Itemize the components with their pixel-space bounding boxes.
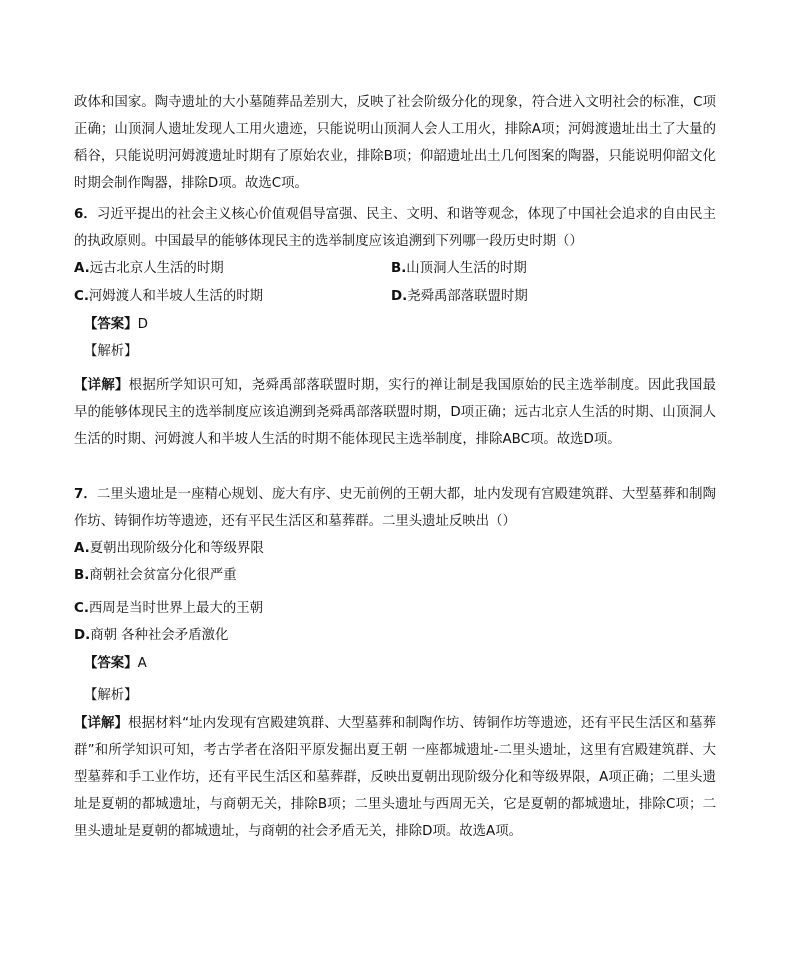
q7-option-b (74, 562, 237, 589)
q7-detail-text: 根据材料“址内发现有宫殿建筑群、大型墓葬和制陶作坊、铸铜作坊等遗迹，还有平民生活区和墓葬群”和所学知识可知，考古学者在洛阳平原发掘出夏王朝 一座都城遗址-二里头遗址，这里有宫殿建筑群、大型墓葬和手工业作坊，还有平民生活区和墓葬群，反映出夏朝出现阶级分化和等级界限，A项正确；二里头遗址是夏朝的都城遗址，与商朝无关，排除B项；二里头遗址与西周无关，它是夏朝的都城遗址，排除C项；二里头遗址是夏朝的都城遗址，与商朝的社会矛盾无关，排除D项。故选A项。 (74, 716, 717, 839)
q6-option-a-text: 远古北京人生活的时期 (89, 261, 224, 276)
q7-answer-tag: 【答案】 (84, 656, 138, 671)
q7-option-c (74, 595, 263, 622)
q6-answer-value: D (137, 317, 148, 332)
q7-stem-text: 二里头遗址是一座精心规划、庞大有序、史无前例的王朝大都，址内发现有宫殿建筑群、大型墓葬和制陶作坊、铸铜作坊等遗迹，还有平民生活区和墓葬群。二里头遗址反映出（） (74, 487, 716, 529)
q6-option-a-label: A. (74, 261, 90, 276)
q7-detail (74, 710, 716, 845)
q6-option-d (391, 283, 528, 310)
q7-detail-tag: 【详解】 (74, 716, 129, 731)
q6-option-c-label: C. (74, 289, 89, 304)
q6-option-b-label: B. (391, 261, 407, 276)
q6-option-d-label: D. (391, 289, 408, 304)
q6-answer-tag: 【答案】 (84, 317, 138, 332)
q7-option-a (74, 535, 264, 562)
q7-option-b-label: B. (74, 568, 90, 583)
q7-option-a-label: A. (74, 541, 90, 556)
q7-analysis-tag: 【解析】 (84, 688, 138, 703)
q6-detail-tag: 【详解】 (74, 378, 129, 393)
q7-option-c-text: 西周是当时世界上最大的王朝 (88, 601, 263, 616)
q6-detail (74, 372, 716, 453)
q7-option-b-text: 商朝社会贫富分化很严重 (89, 568, 237, 583)
q6-option-b (391, 255, 527, 282)
q7-number: 7． (74, 487, 97, 502)
q7-option-d (74, 622, 228, 649)
q6-answer (84, 311, 148, 338)
q7-answer-value: A (137, 656, 147, 671)
q7-option-d-label: D. (74, 628, 91, 643)
q7-option-a-text: 夏朝出现阶级分化和等级界限 (89, 541, 264, 556)
q6-analysis-tag: 【解析】 (84, 344, 138, 359)
q7-answer (84, 650, 147, 677)
q6-option-d-text: 尧舜禹部落联盟时期 (407, 289, 528, 304)
q6-option-a (74, 255, 224, 282)
q6-option-b-text: 山顶洞人生活的时期 (406, 261, 527, 276)
q6-option-c-text: 河姆渡人和半坡人生活的时期 (88, 289, 263, 304)
q6-stem (74, 201, 716, 255)
q6-number: 6． (74, 207, 97, 222)
q6-detail-text: 根据所学知识可知，尧舜禹部落联盟时期，实行的禅让制是我国原始的民主选举制度。因此我国最早的能够体现民主的选举制度应该追溯到尧舜禹部落联盟时期，D项正确；远古北京人生活的时期、山顶洞人生活的时期、河姆渡人和半坡人生活的时期不能体现民主选举制度，排除ABC项。故选D项。 (74, 378, 717, 447)
q6-stem-text: 习近平提出的社会主义核心价值观倡导富强、民主、文明、和谐等观念，体现了中国社会追求的自由民主的执政原则。中国最早的能够体现民主的选举制度应该追溯到下列哪一段历史时期（） (74, 207, 716, 249)
intro-paragraph: 政体和国家。陶寺遗址的大小墓随葬品差别大，反映了社会阶级分化的现象，符合进入文明社会的标准，C项正确；山顶洞人遗址发现人工用火遗迹，只能说明山顶洞人会人工用火，排除A项；河姆渡遗址出土了大量的稻谷，只能说明河姆渡遗址时期有了原始农业，排除B项；仰韶遗址出土几何图案的陶器，只能说明仰韶文化时期会制作陶器，排除D项。故选C项。 (74, 95, 716, 191)
q7-stem (74, 481, 716, 535)
q7-option-c-label: C. (74, 601, 89, 616)
q7-option-d-text: 商朝 各种社会矛盾激化 (90, 628, 229, 643)
q6-option-c (74, 283, 263, 310)
